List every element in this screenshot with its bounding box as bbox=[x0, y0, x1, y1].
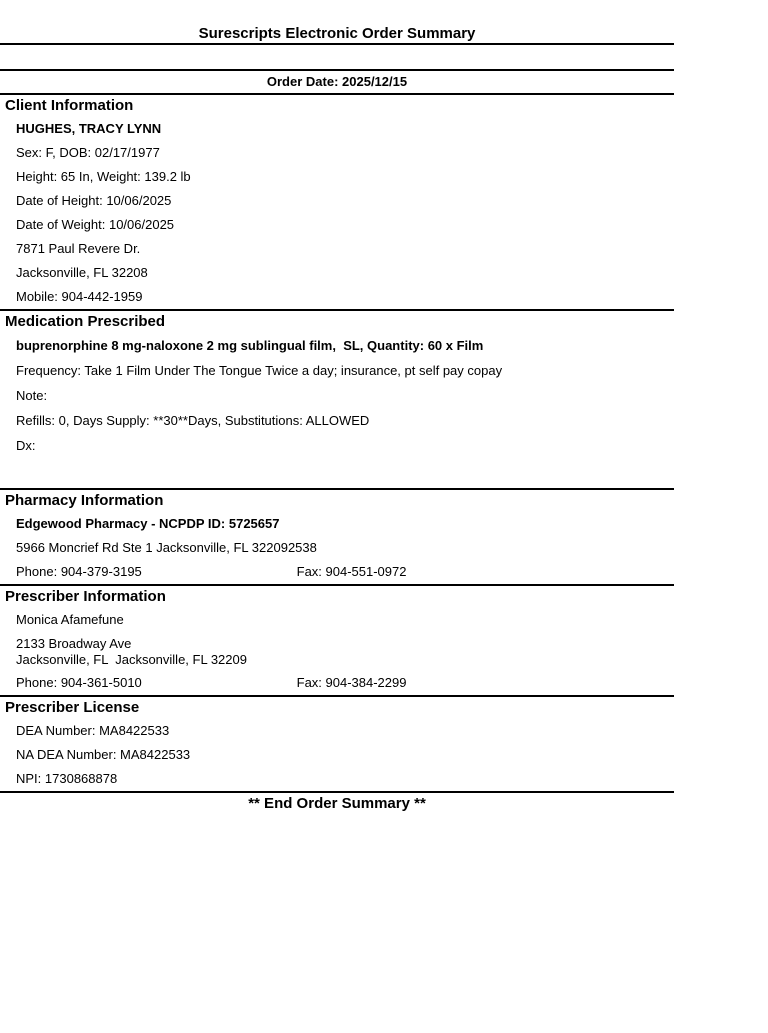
client-information-section bbox=[0, 95, 674, 309]
prescriber-address bbox=[0, 632, 674, 671]
pharmacy-information-section bbox=[0, 490, 674, 584]
end-order-summary: ** End Order Summary ** bbox=[248, 795, 426, 812]
client-date-of-height: Date of Height: 10/06/2025 bbox=[16, 193, 172, 208]
medication-drug: buprenorphine 8 mg-naloxone 2 mg sublingual film, SL, Quantity: 60 x Film bbox=[16, 338, 484, 353]
pharmacy-name: Edgewood Pharmacy - NCPDP ID: 5725657 bbox=[16, 516, 280, 531]
section-heading-prescriber: Prescriber Information bbox=[5, 588, 166, 605]
blank-row bbox=[0, 45, 674, 69]
client-mobile: Mobile: 904-442-1959 bbox=[16, 289, 143, 304]
medication-dx: Dx: bbox=[16, 438, 36, 453]
section-heading-pharmacy: Pharmacy Information bbox=[5, 492, 164, 509]
prescriber-name: Monica Afamefune bbox=[16, 612, 124, 627]
client-height-weight: Height: 65 In, Weight: 139.2 lb bbox=[16, 169, 191, 184]
medication-refills: Refills: 0, Days Supply: **30**Days, Substitutions: ALLOWED bbox=[16, 413, 370, 428]
prescriber-license-section bbox=[0, 697, 674, 791]
client-sex-dob: Sex: F, DOB: 02/17/1977 bbox=[16, 145, 160, 160]
medication-prescribed-section bbox=[0, 311, 674, 488]
client-name: HUGHES, TRACY LYNN bbox=[16, 121, 162, 136]
prescriber-information-section bbox=[0, 586, 674, 695]
pharmacy-address: 5966 Moncrief Rd Ste 1 Jacksonville, FL 322092538 bbox=[16, 540, 317, 555]
license-na-dea-number: NA DEA Number: MA8422533 bbox=[16, 747, 191, 762]
license-dea-number: DEA Number: MA8422533 bbox=[16, 723, 170, 738]
medication-note: Note: bbox=[16, 388, 48, 403]
client-address-street: 7871 Paul Revere Dr. bbox=[16, 241, 141, 256]
blank-space bbox=[0, 458, 674, 488]
client-address-city: Jacksonville, FL 32208 bbox=[16, 265, 148, 280]
medication-frequency: Frequency: Take 1 Film Under The Tongue Twice a day; insurance, pt self pay copay bbox=[16, 363, 503, 378]
pharmacy-phone: Phone: 904-379-3195 bbox=[16, 564, 142, 579]
pharmacy-fax: Fax: 904-551-0972 bbox=[296, 564, 407, 579]
order-date: Order Date: 2025/12/15 bbox=[266, 74, 408, 89]
license-npi: NPI: 1730868878 bbox=[16, 771, 118, 786]
pharmacy-contact-row bbox=[0, 560, 674, 584]
section-heading-medication: Medication Prescribed bbox=[5, 313, 166, 330]
prescriber-address-line1: 2133 Broadway Ave bbox=[16, 636, 132, 651]
client-date-of-weight: Date of Weight: 10/06/2025 bbox=[16, 217, 175, 232]
prescriber-fax: Fax: 904-384-2299 bbox=[296, 675, 407, 690]
prescriber-contact-row bbox=[0, 671, 674, 695]
prescriber-address-line2: Jacksonville, FL Jacksonville, FL 32209 bbox=[16, 651, 247, 667]
section-heading-client: Client Information bbox=[5, 97, 134, 114]
order-summary-document bbox=[0, 25, 674, 815]
prescriber-phone: Phone: 904-361-5010 bbox=[16, 675, 142, 690]
document-title: Surescripts Electronic Order Summary bbox=[198, 25, 476, 42]
section-heading-license: Prescriber License bbox=[5, 699, 140, 716]
